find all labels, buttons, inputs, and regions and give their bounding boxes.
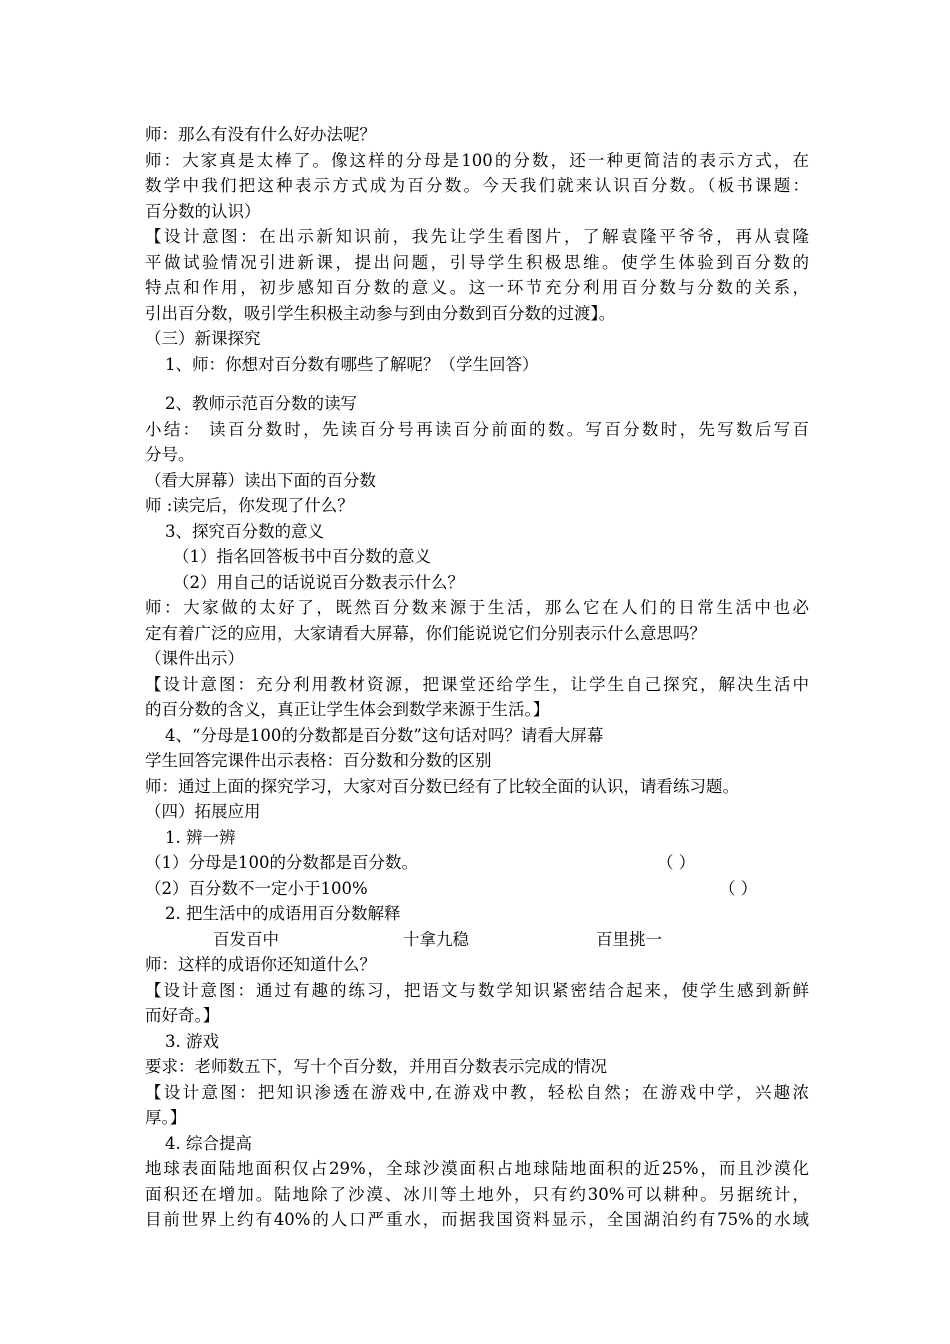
text-line: 师：大家做的太好了，既然百分数来源于生活，那么它在人们的日常生活中也必 <box>145 598 809 617</box>
section-heading: （三）新课探究 <box>145 329 261 348</box>
text-line: （1）指名回答板书中百分数的意义 <box>173 547 431 566</box>
answer-blank[interactable]: （ ） <box>719 878 758 898</box>
text-line: 4、“分母是100的分数都是百分数”这句话对吗？请看大屏幕 <box>165 725 604 745</box>
text-line: 要求：老师数五下，写十个百分数，并用百分数表示完成的情况 <box>145 1057 607 1076</box>
exercise-heading: 2. 把生活中的成语用百分数解释 <box>165 904 401 923</box>
exercise-heading: 3. 游戏 <box>165 1031 219 1051</box>
summary-line: 小结： 读百分数时，先读百分号再读百分前面的数。写百分数时，先写数后写百 <box>145 419 809 439</box>
design-intent-line: 【设计意图：充分利用教材资源，把课堂还给学生，让学生自己探究，解决生活中 <box>145 674 809 694</box>
text-line: 目前世界上约有40%的人口严重水，而据我国资料显示，全国湖泊约有75%的水域 <box>145 1210 809 1229</box>
exercise-item-text: （1）分母是100的分数都是百分数。 <box>145 853 418 872</box>
text-line: 师：大家真是太棒了。像这样的分母是100的分数，还一种更简洁的表示方式，在 <box>145 150 809 170</box>
text-line: 师：这样的成语你还知道什么？ <box>145 955 376 974</box>
text-line: 数学中我们把这种表示方式成为百分数。今天我们就来认识百分数。（板书课题： <box>145 176 809 195</box>
text-line: 学生回答完课件出示表格：百分数和分数的区别 <box>145 751 492 770</box>
text-line: 1、师：你想对百分数有哪些了解呢？（学生回答） <box>165 354 539 374</box>
text-line: 3、探究百分数的意义 <box>165 521 324 541</box>
design-intent-line: 而好奇。】 <box>145 1006 220 1025</box>
design-intent-line: 【设计意图：通过有趣的练习，把语文与数学知识紧密结合起来，使学生感到新鲜 <box>145 980 809 1000</box>
text-line: 地球表面陆地面积仅占29%，全球沙漠面积占地球陆地面积的近25%，而且沙漠化 <box>145 1159 809 1178</box>
text-line: 百分数的认识） <box>145 201 261 221</box>
idiom: 百发百中 <box>213 929 279 949</box>
text-line: 定有着广泛的应用，大家请看大屏幕，你们能说说它们分别表示什么意思吗？ <box>145 623 706 643</box>
design-intent-line: 【设计意图：在出示新知识前，我先让学生看图片，了解袁隆平爷爷，再从袁隆 <box>145 227 809 246</box>
design-intent-line: 【设计意图：把知识渗透在游戏中,在游戏中教，轻松自然；在游戏中学，兴趣浓 <box>145 1082 809 1102</box>
design-intent-line: 平做试验情况引进新课，提出问题，引导学生积极思维。使学生体验到百分数的 <box>145 252 809 272</box>
idiom-row <box>145 927 809 953</box>
exercise-item <box>145 850 809 876</box>
summary-line: 分号。 <box>145 445 195 464</box>
exercise-item <box>145 876 809 902</box>
exercise-heading: 1. 辨一辨 <box>165 827 236 847</box>
text-line: 师：那么有没有什么好办法呢？ <box>145 125 376 144</box>
text-line: 面积还在增加。陆地除了沙漠、冰川等土地外，只有约30%可以耕种。另据统计， <box>145 1184 809 1204</box>
text-line: （2）用自己的话说说百分数表示什么？ <box>173 572 464 592</box>
text-line: 2、教师示范百分数的读写 <box>165 394 357 413</box>
document-body <box>145 122 809 1233</box>
design-intent-line: 引出百分数，吸引学生积极主动参与到由分数到百分数的过渡】。 <box>145 303 616 323</box>
text-line: 师：通过上面的探究学习，大家对百分数已经有了比较全面的认识，请看练习题。 <box>145 776 739 796</box>
design-intent-line: 特点和作用，初步感知百分数的意义。这一环节充分利用百分数与分数的关系， <box>145 278 809 297</box>
text-line: （课件出示） <box>145 649 244 668</box>
section-heading: （四）拓展应用 <box>145 802 261 821</box>
text-line: （看大屏幕）读出下面的百分数 <box>145 470 376 490</box>
idiom: 百里挑一 <box>596 929 662 949</box>
exercise-item-text: （2）百分数不一定小于100% <box>145 878 368 898</box>
text-line: 师 :读完后，你发现了什么？ <box>145 496 354 515</box>
answer-blank[interactable]: （ ） <box>657 853 696 872</box>
idiom: 十拿九稳 <box>403 929 469 949</box>
design-intent-line: 厚。】 <box>145 1108 187 1127</box>
exercise-heading: 4. 综合提高 <box>165 1133 252 1153</box>
design-intent-line: 的百分数的含义，真正让学生体会到数学来源于生活。】 <box>145 700 550 719</box>
